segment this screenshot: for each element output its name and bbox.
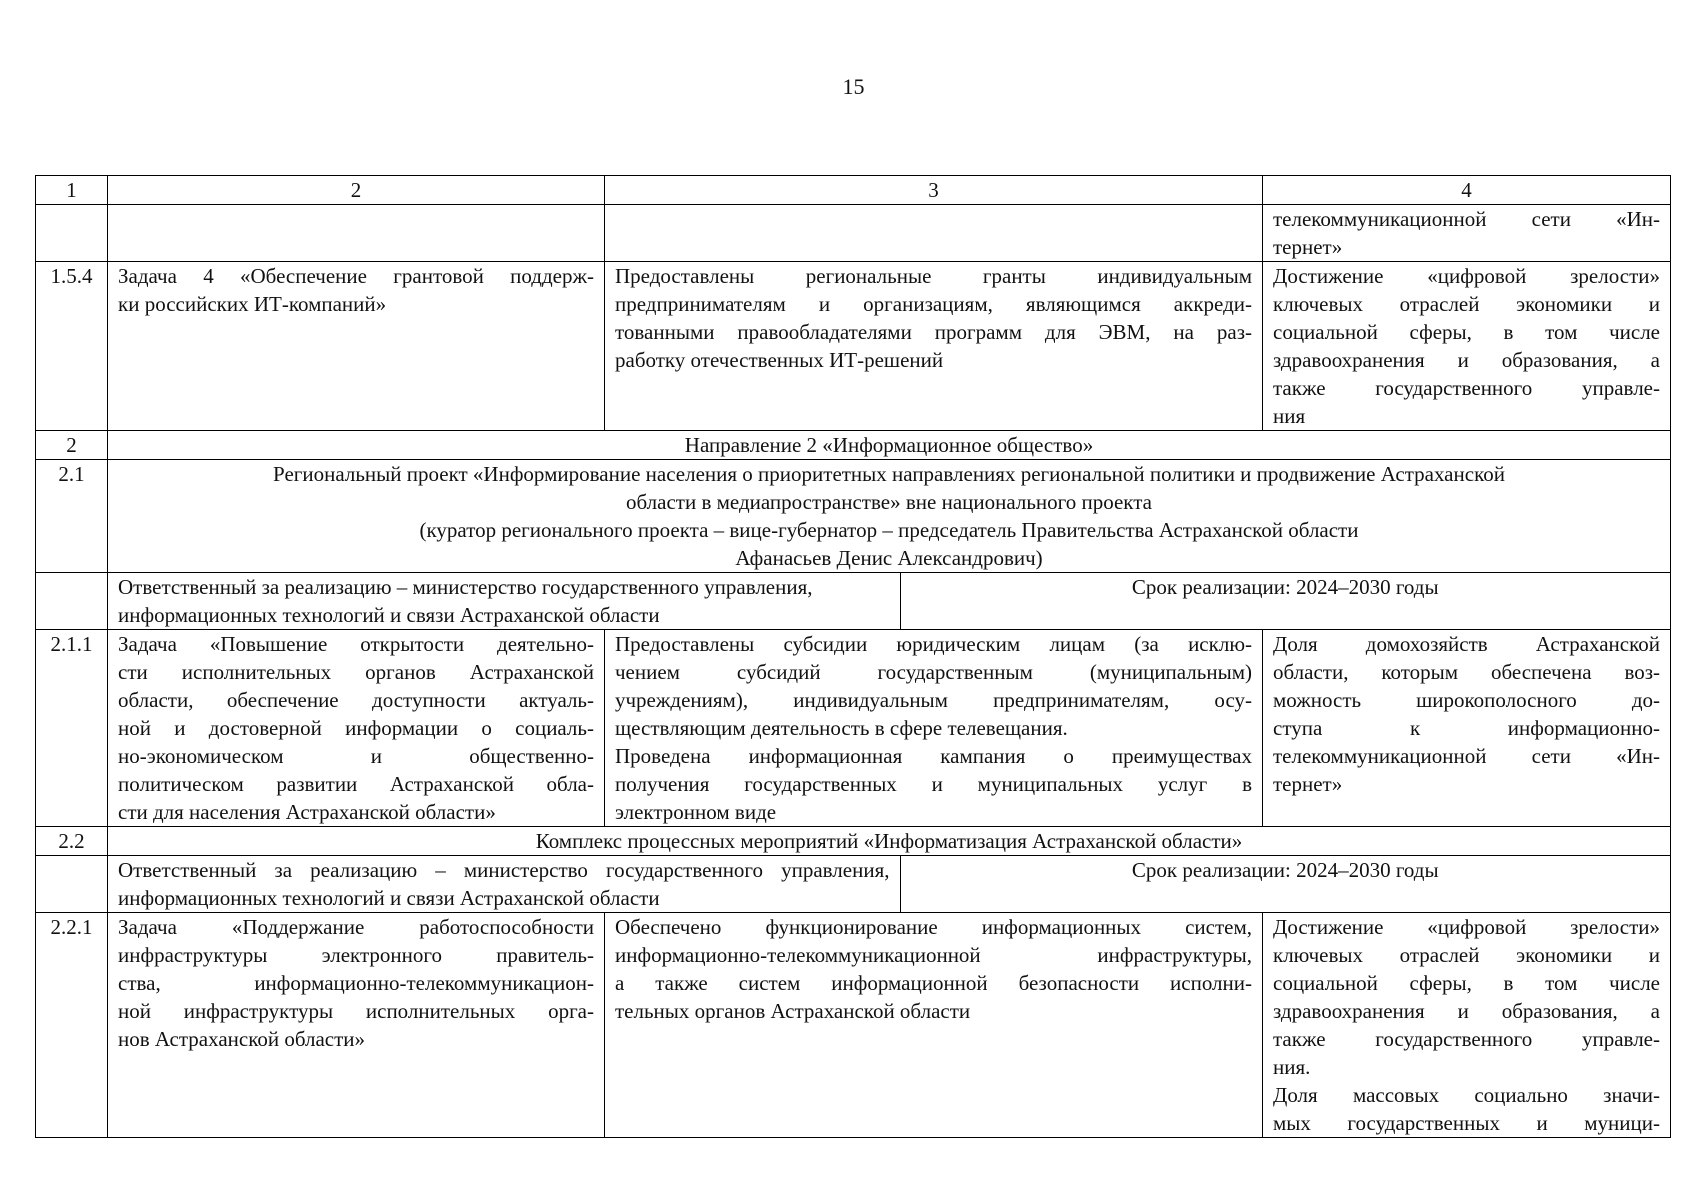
responsible-cell [118,856,900,912]
text-line: Проведена информационная кампания о преимуществах [615,744,1252,768]
text-line: электронном виде [615,800,777,824]
text-line: ки российских ИТ-компаний» [118,292,387,316]
text-line: области, обеспечение доступности актуаль- [118,688,594,712]
text-line: но-экономическом и общественно- [118,744,594,768]
row-number: 2.1.1 [36,630,108,827]
text-line: Ответственный за реализацию – министерство государственного управления, [118,858,890,882]
header-col-2: 2 [108,176,605,205]
text-line: Ответственный за реализацию – министерство государственного управления, [118,575,813,599]
table-row-2-2-responsible [36,856,1671,913]
table-row-2-2 [36,827,1671,856]
text-line: сти для населения Астраханской области» [118,800,496,824]
empty-cell [36,205,108,262]
table-header-row [36,176,1671,205]
text-line: ния [1273,404,1306,428]
text-line: работку отечественных ИТ-решений [615,348,944,372]
text-line: (куратор регионального проекта – вице-губернатор – председатель Правительства Астраханской области [419,518,1359,542]
row-number: 1.5.4 [36,262,108,431]
text-line: нов Астраханской области» [118,1027,366,1051]
text-line: тованными правообладателями программ для ЭВМ, на раз- [615,320,1252,344]
text-line: Обеспечено функционирование информационных систем, [615,915,1252,939]
text-line: области, которым обеспечена воз- [1273,660,1660,684]
page-number: 15 [842,74,865,99]
text-line: ступа к информационно- [1273,716,1660,740]
text-line: социальной сферы, в том числе [1273,971,1660,995]
table-row-continuation [36,205,1671,262]
table-row-2 [36,431,1671,460]
empty-cell [605,205,1263,262]
task-cell [108,630,605,827]
text-line: а также систем информационной безопасности исполни- [615,971,1252,995]
text-line: Достижение «цифровой зрелости» [1273,264,1660,288]
text-line: социальной сферы, в том числе [1273,320,1660,344]
text-line: Задача 4 «Обеспечение грантовой поддерж- [118,264,594,288]
table-row-2-1-responsible [36,573,1671,630]
header-col-3: 3 [605,176,1263,205]
period-cell: Срок реализации: 2024–2030 годы [1131,575,1439,599]
text-line: инфраструктуры электронного правитель- [118,943,594,967]
text-line: чением субсидий государственным (муниципальным) [615,660,1252,684]
empty-cell [108,205,605,262]
text-line: области в медиапространстве» вне национального проекта [626,490,1152,514]
text-line: тернет» [1273,772,1343,796]
table-row-2-1 [36,460,1671,573]
text-line: Предоставлены региональные гранты индивидуальным [615,264,1252,288]
header-col-4: 4 [1263,176,1671,205]
text-line: также государственного управле- [1273,1027,1660,1051]
row-number: 2.1 [36,460,108,573]
text-line: здравоохранения и образования, а [1273,348,1660,372]
text-line: также государственного управле- [1273,376,1660,400]
text-line: телекоммуникационной сети «Ин- [1273,744,1660,768]
text-line: политическом развитии Астраханской обла- [118,772,594,796]
task-cell [108,913,605,1138]
result-cell [1263,913,1671,1138]
text-line: ключевых отраслей экономики и [1273,943,1660,967]
text-line: ния. [1273,1055,1311,1079]
activity-cell [605,630,1263,827]
responsible-row [108,856,1671,913]
text-line: Задача «Повышение открытости деятельно- [118,632,594,656]
text-line: телекоммуникационной сети «Ин- [1273,207,1660,231]
text-line: Достижение «цифровой зрелости» [1273,915,1660,939]
empty-cell [36,856,108,913]
program-table [35,175,1671,1138]
row-number: 2 [36,431,108,460]
activity-cell [605,262,1263,431]
result-cell [1263,262,1671,431]
table-row-1-5-4 [36,262,1671,431]
responsible-cell [118,573,900,629]
text-line: учреждениям), индивидуальным предпринимателям, осу- [615,688,1252,712]
text-line: Доля массовых социально значи- [1273,1083,1660,1107]
text-line: здравоохранения и образования, а [1273,999,1660,1023]
text-line: ства, информационно-телекоммуникацион- [118,971,594,995]
text-line: получения государственных и муниципальных услуг в [615,772,1252,796]
text-line: ществляющим деятельность в сфере телевещания. [615,716,1068,740]
text-line: сти исполнительных органов Астраханской [118,660,594,684]
project-title [108,460,1671,573]
result-cell [1263,630,1671,827]
empty-cell [36,573,108,630]
responsible-split [118,856,1670,912]
text-line: мых государственных и муници- [1273,1111,1660,1135]
period-cell: Срок реализации: 2024–2030 годы [1131,858,1439,882]
result-cell [1263,205,1671,262]
text-line: предпринимателям и организациям, являющимся аккреди- [615,292,1252,316]
section-title: Комплекс процессных мероприятий «Информатизация Астраханской области» [108,827,1671,856]
text-line: ной инфраструктуры исполнительных орга- [118,999,594,1023]
task-cell [108,262,605,431]
activity-cell [605,913,1263,1138]
text-line: Задача «Поддержание работоспособности [118,915,594,939]
text-line: Доля домохозяйств Астраханской [1273,632,1660,656]
responsible-split [118,573,1670,629]
text-line: можность широкополосного до- [1273,688,1660,712]
table-row-2-2-1 [36,913,1671,1138]
text-line: информационных технологий и связи Астраханской области [118,886,660,910]
header-col-1: 1 [36,176,108,205]
row-number: 2.2.1 [36,913,108,1138]
text-line: ной и достоверной информации о социаль- [118,716,594,740]
text-line: тернет» [1273,235,1343,259]
text-line: Региональный проект «Информирование населения о приоритетных направлениях региональной политики и продвижение Астраханской [273,462,1505,486]
responsible-row [108,573,1671,630]
text-line: информационно-телекоммуникационной инфраструктуры, [615,943,1252,967]
text-line: информационных технологий и связи Астраханской области [118,603,660,627]
text-line: ключевых отраслей экономики и [1273,292,1660,316]
row-number: 2.2 [36,827,108,856]
table-row-2-1-1 [36,630,1671,827]
section-title: Направление 2 «Информационное общество» [108,431,1671,460]
text-line: тельных органов Астраханской области [615,999,971,1023]
text-line: Предоставлены субсидии юридическим лицам (за исклю- [615,632,1252,656]
text-line: Афанасьев Денис Александрович) [735,546,1043,570]
